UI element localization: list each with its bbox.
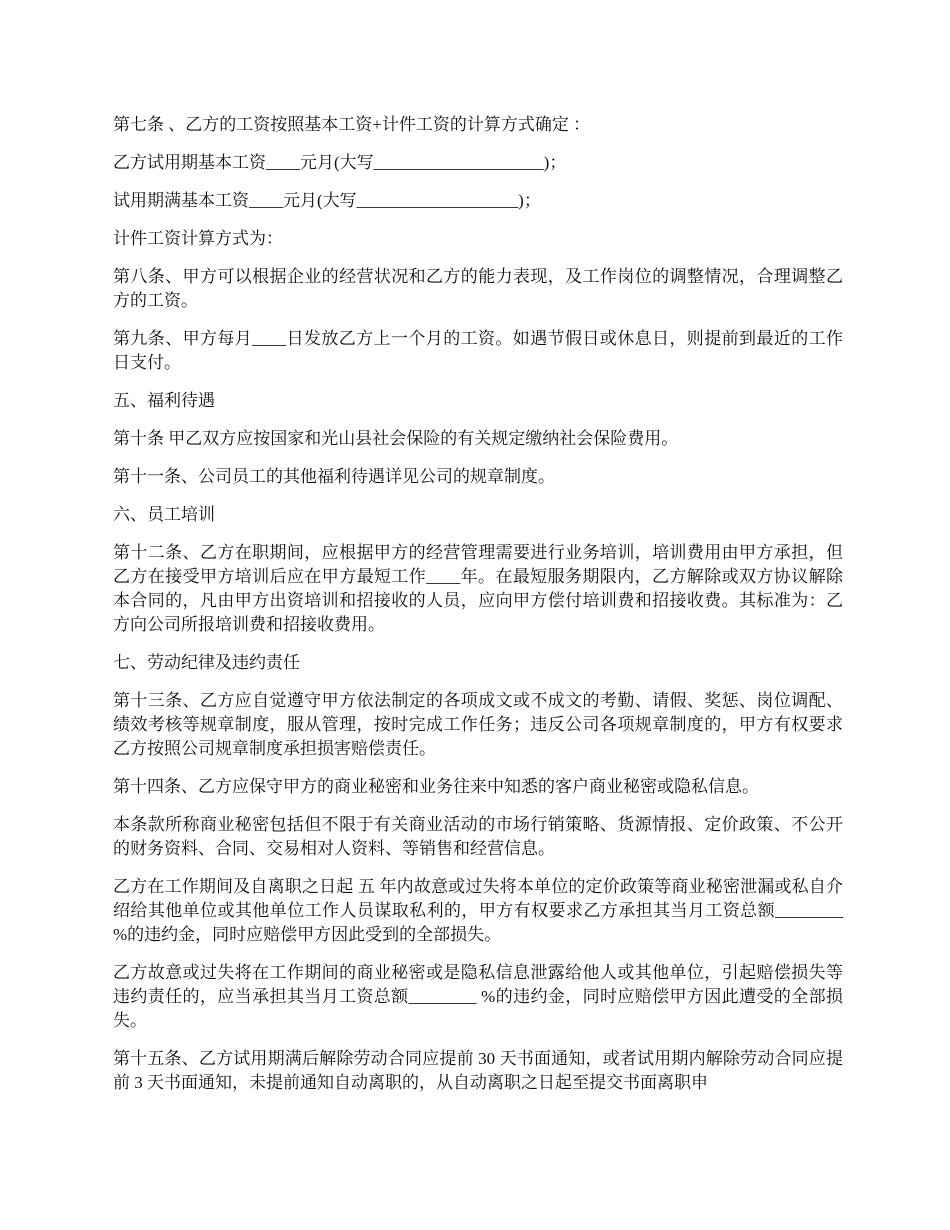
section-6-heading: 六、员工培训	[113, 505, 215, 524]
clause-15-resignation-notice: 第十五条、乙方试用期满后解除劳动合同应提前 30 天书面通知，或者试用期内解除劳动合同应提前 3 天书面通知，未提前通知自动离职的，从自动离职之日起至提交书面离职申	[113, 1049, 843, 1092]
section-5-heading: 五、福利待遇	[113, 391, 215, 410]
clause-11-other-benefits: 第十一条、公司员工的其他福利待遇详见公司的规章制度。	[113, 467, 555, 486]
piece-wage-method-line: 计件工资计算方式为：	[113, 229, 283, 248]
clause-9-pay-day: 第九条、甲方每月____日发放乙方上一个月的工资。如遇节假日或休息日，则提前到最近的工作日支付。	[113, 329, 843, 372]
clause-12-training: 第十二条、乙方在职期间，应根据甲方的经营管理需要进行业务培训，培训费用由甲方承担，但乙方在接受甲方培训后应在甲方最短工作____年。在最短服务期限内，乙方解除或双方协议解除本合同的，凡由甲方出资培训和招接收的人员，应向甲方偿付培训费和招接收费。其标准为：乙方向公司所报培训费和招接收费用。	[113, 543, 843, 634]
clause-8-wage-adjustment: 第八条、甲方可以根据企业的经营状况和乙方的能力表现，及工作岗位的调整情况，合理调整乙方的工资。	[113, 267, 843, 310]
trade-secret-definition: 本条款所称商业秘密包括但不限于有关商业活动的市场行销策略、货源情报、定价政策、不公开的财务资料、合同、交易相对人资料、等销售和经营信息。	[113, 815, 843, 858]
secret-leak-penalty-2: 乙方故意或过失将在工作期间的商业秘密或是隐私信息泄露给他人或其他单位，引起赔偿损失等违约责任的，应当承担其当月工资总额________ %的违约金，同时应赔偿甲方因此遭受的全部损失。	[113, 963, 843, 1030]
secret-leak-penalty-1: 乙方在工作期间及自离职之日起 五 年内故意或过失将本单位的定价政策等商业秘密泄漏或私自介绍给其他单位或其他单位工作人员谋取私利的，甲方有权要求乙方承担其当月工资总额________ %的违约金，同时应赔偿甲方因此受到的全部损失。	[113, 877, 848, 944]
section-7-heading: 七、劳动纪律及违约责任	[113, 653, 300, 672]
clause-13-discipline: 第十三条、乙方应自觉遵守甲方依法制定的各项成文或不成文的考勤、请假、奖惩、岗位调配、绩效考核等规章制度，服从管理，按时完成工作任务；违反公司各项规章制度的，甲方有权要求乙方按照公司规章制度承担损害赔偿责任。	[113, 691, 843, 758]
probation-base-wage-line: 乙方试用期基本工资____元月(大写____________________)；	[113, 153, 567, 172]
clause-10-social-insurance: 第十条 甲乙双方应按国家和光山县社会保险的有关规定缴纳社会保险费用。	[113, 429, 679, 448]
document-page	[113, 113, 848, 1109]
post-probation-base-wage-line: 试用期满基本工资____元月(大写___________________)；	[113, 191, 541, 210]
clause-7-wage-method: 第七条 、乙方的工资按照基本工资+计件工资的计算方式确定 ：	[113, 115, 591, 134]
clause-14-confidentiality: 第十四条、乙方应保守甲方的商业秘密和业务往来中知悉的客户商业秘密或隐私信息。	[113, 777, 759, 796]
